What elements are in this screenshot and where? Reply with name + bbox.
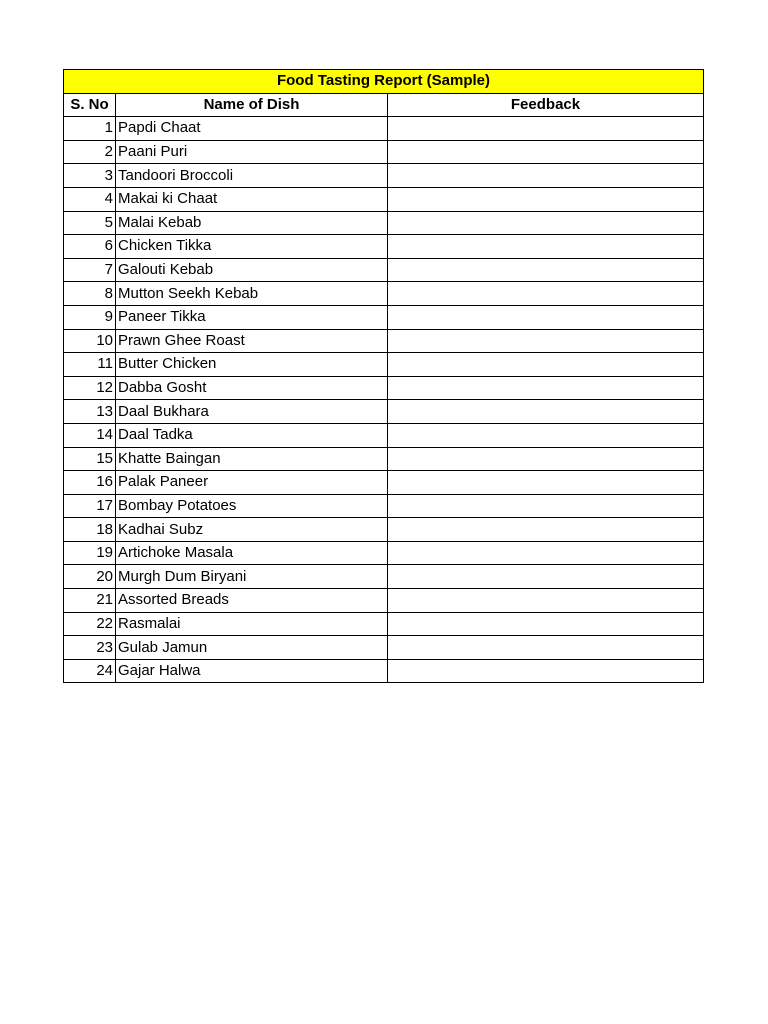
table-row xyxy=(64,376,704,400)
dish-name-cell: Malai Kebab xyxy=(116,211,388,235)
feedback-cell[interactable] xyxy=(388,211,704,235)
table-row xyxy=(64,565,704,589)
table-row xyxy=(64,471,704,495)
dish-name-cell: Bombay Potatoes xyxy=(116,494,388,518)
feedback-cell[interactable] xyxy=(388,305,704,329)
table-row xyxy=(64,329,704,353)
dish-name-cell: Daal Tadka xyxy=(116,423,388,447)
feedback-cell[interactable] xyxy=(388,353,704,377)
serial-number-cell: 8 xyxy=(64,282,116,306)
table-row xyxy=(64,164,704,188)
serial-number-cell: 24 xyxy=(64,659,116,683)
table-row xyxy=(64,353,704,377)
table-row xyxy=(64,258,704,282)
table-row xyxy=(64,447,704,471)
feedback-cell[interactable] xyxy=(388,447,704,471)
dish-name-cell: Rasmalai xyxy=(116,612,388,636)
serial-number-cell: 12 xyxy=(64,376,116,400)
table-row xyxy=(64,589,704,613)
dish-name-cell: Paneer Tikka xyxy=(116,305,388,329)
serial-number-cell: 3 xyxy=(64,164,116,188)
header-row xyxy=(64,93,704,117)
serial-number-cell: 20 xyxy=(64,565,116,589)
serial-number-cell: 17 xyxy=(64,494,116,518)
feedback-cell[interactable] xyxy=(388,541,704,565)
title-row xyxy=(64,70,704,94)
feedback-cell[interactable] xyxy=(388,589,704,613)
serial-number-cell: 1 xyxy=(64,117,116,141)
dish-name-cell: Galouti Kebab xyxy=(116,258,388,282)
table-row xyxy=(64,282,704,306)
feedback-cell[interactable] xyxy=(388,235,704,259)
dish-name-cell: Mutton Seekh Kebab xyxy=(116,282,388,306)
feedback-cell[interactable] xyxy=(388,329,704,353)
table-row xyxy=(64,235,704,259)
food-tasting-table xyxy=(63,69,704,683)
serial-number-cell: 2 xyxy=(64,140,116,164)
table-row xyxy=(64,211,704,235)
serial-number-cell: 5 xyxy=(64,211,116,235)
serial-number-cell: 14 xyxy=(64,423,116,447)
dish-name-cell: Dabba Gosht xyxy=(116,376,388,400)
table-row xyxy=(64,117,704,141)
dish-name-cell: Khatte Baingan xyxy=(116,447,388,471)
dish-name-cell: Assorted Breads xyxy=(116,589,388,613)
column-header-sno: S. No xyxy=(64,93,116,117)
feedback-cell[interactable] xyxy=(388,140,704,164)
table-row xyxy=(64,140,704,164)
dish-name-cell: Prawn Ghee Roast xyxy=(116,329,388,353)
feedback-cell[interactable] xyxy=(388,282,704,306)
serial-number-cell: 16 xyxy=(64,471,116,495)
table-row xyxy=(64,305,704,329)
serial-number-cell: 13 xyxy=(64,400,116,424)
serial-number-cell: 15 xyxy=(64,447,116,471)
dish-name-cell: Daal Bukhara xyxy=(116,400,388,424)
table-row xyxy=(64,612,704,636)
feedback-cell[interactable] xyxy=(388,659,704,683)
table-row xyxy=(64,636,704,660)
dish-name-cell: Papdi Chaat xyxy=(116,117,388,141)
feedback-cell[interactable] xyxy=(388,423,704,447)
table-row xyxy=(64,400,704,424)
feedback-cell[interactable] xyxy=(388,258,704,282)
table-row xyxy=(64,659,704,683)
dish-name-cell: Murgh Dum Biryani xyxy=(116,565,388,589)
table-row xyxy=(64,494,704,518)
table-row xyxy=(64,187,704,211)
table-row xyxy=(64,518,704,542)
dish-name-cell: Palak Paneer xyxy=(116,471,388,495)
serial-number-cell: 21 xyxy=(64,589,116,613)
serial-number-cell: 4 xyxy=(64,187,116,211)
feedback-cell[interactable] xyxy=(388,518,704,542)
feedback-cell[interactable] xyxy=(388,187,704,211)
serial-number-cell: 10 xyxy=(64,329,116,353)
feedback-cell[interactable] xyxy=(388,636,704,660)
report-title: Food Tasting Report (Sample) xyxy=(64,70,704,94)
serial-number-cell: 22 xyxy=(64,612,116,636)
dish-name-cell: Gulab Jamun xyxy=(116,636,388,660)
feedback-cell[interactable] xyxy=(388,471,704,495)
feedback-cell[interactable] xyxy=(388,494,704,518)
feedback-cell[interactable] xyxy=(388,400,704,424)
feedback-cell[interactable] xyxy=(388,164,704,188)
feedback-cell[interactable] xyxy=(388,565,704,589)
dish-name-cell: Butter Chicken xyxy=(116,353,388,377)
serial-number-cell: 9 xyxy=(64,305,116,329)
serial-number-cell: 19 xyxy=(64,541,116,565)
table-row xyxy=(64,423,704,447)
serial-number-cell: 7 xyxy=(64,258,116,282)
dish-name-cell: Makai ki Chaat xyxy=(116,187,388,211)
serial-number-cell: 6 xyxy=(64,235,116,259)
feedback-cell[interactable] xyxy=(388,612,704,636)
serial-number-cell: 11 xyxy=(64,353,116,377)
dish-name-cell: Paani Puri xyxy=(116,140,388,164)
table-body xyxy=(64,117,704,683)
column-header-feedback: Feedback xyxy=(388,93,704,117)
serial-number-cell: 23 xyxy=(64,636,116,660)
dish-name-cell: Artichoke Masala xyxy=(116,541,388,565)
feedback-cell[interactable] xyxy=(388,117,704,141)
dish-name-cell: Gajar Halwa xyxy=(116,659,388,683)
table-row xyxy=(64,541,704,565)
dish-name-cell: Tandoori Broccoli xyxy=(116,164,388,188)
dish-name-cell: Chicken Tikka xyxy=(116,235,388,259)
serial-number-cell: 18 xyxy=(64,518,116,542)
feedback-cell[interactable] xyxy=(388,376,704,400)
dish-name-cell: Kadhai Subz xyxy=(116,518,388,542)
column-header-dish: Name of Dish xyxy=(116,93,388,117)
